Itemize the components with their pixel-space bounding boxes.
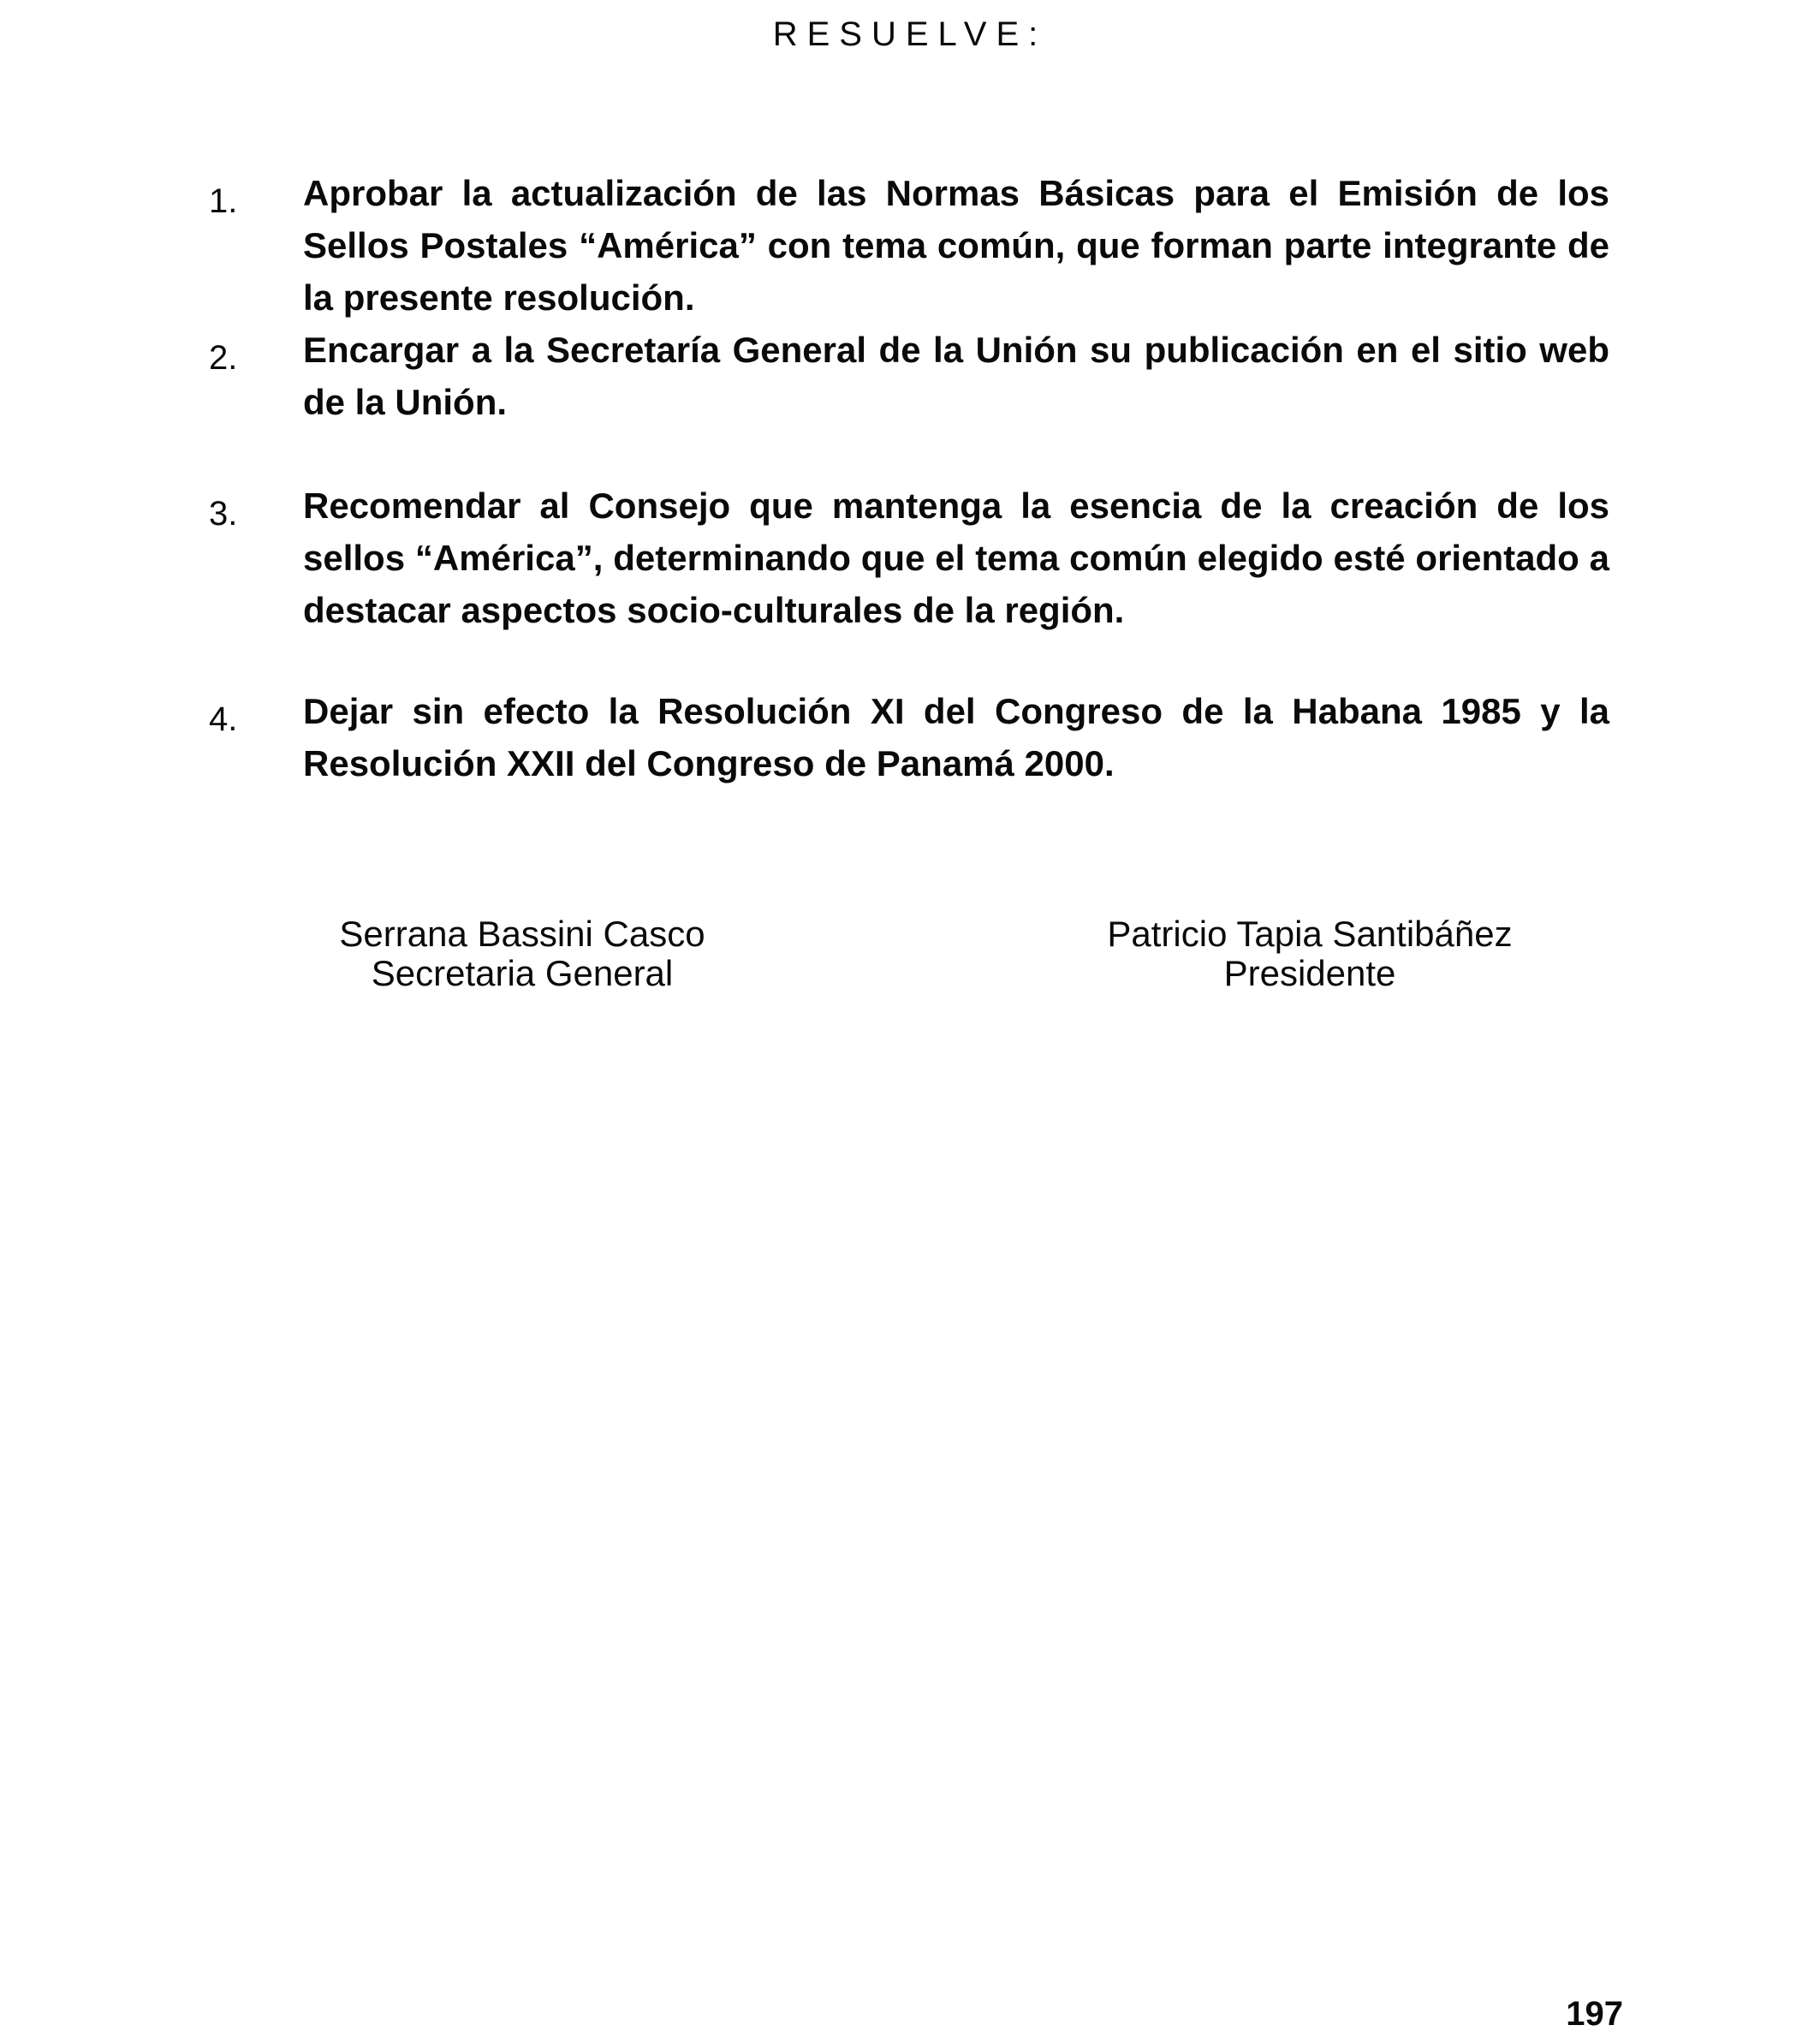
item-text: Dejar sin efecto la Resolución XI del Congreso de la Habana 1985 y la Resolución XXII del Congreso de Panamá 2000. (303, 691, 1609, 783)
signer-name: Patricio Tapia Santibáñez (1107, 914, 1513, 954)
item-text: Encargar a la Secretaría General de la Unión su publicación en el sitio web de la Unión. (303, 330, 1609, 422)
signer-name: Serrana Bassini Casco (339, 914, 705, 954)
signature-block-president (1053, 914, 1567, 993)
signature-block-secretary (291, 914, 753, 993)
item-number: 4. (209, 700, 238, 738)
item-text: Aprobar la actualización de las Normas Básicas para el Emisión de los Sellos Postales “América” con tema común, que forman parte integrante de la presente resolución. (303, 173, 1609, 318)
item-text: Recomendar al Consejo que mantenga la esencia de la creación de los sellos “América”, determinando que el tema común elegido esté orientado a destacar aspectos socio-culturales de la región. (303, 485, 1609, 630)
page-number: 197 (1566, 1995, 1623, 2033)
signer-role: Presidente (1223, 953, 1396, 993)
item-number: 2. (209, 339, 238, 377)
item-number: 3. (209, 495, 238, 533)
item-number: 1. (209, 182, 238, 220)
signer-role: Secretaria General (371, 953, 674, 993)
resolution-heading: RESUELVE: (772, 15, 1048, 53)
